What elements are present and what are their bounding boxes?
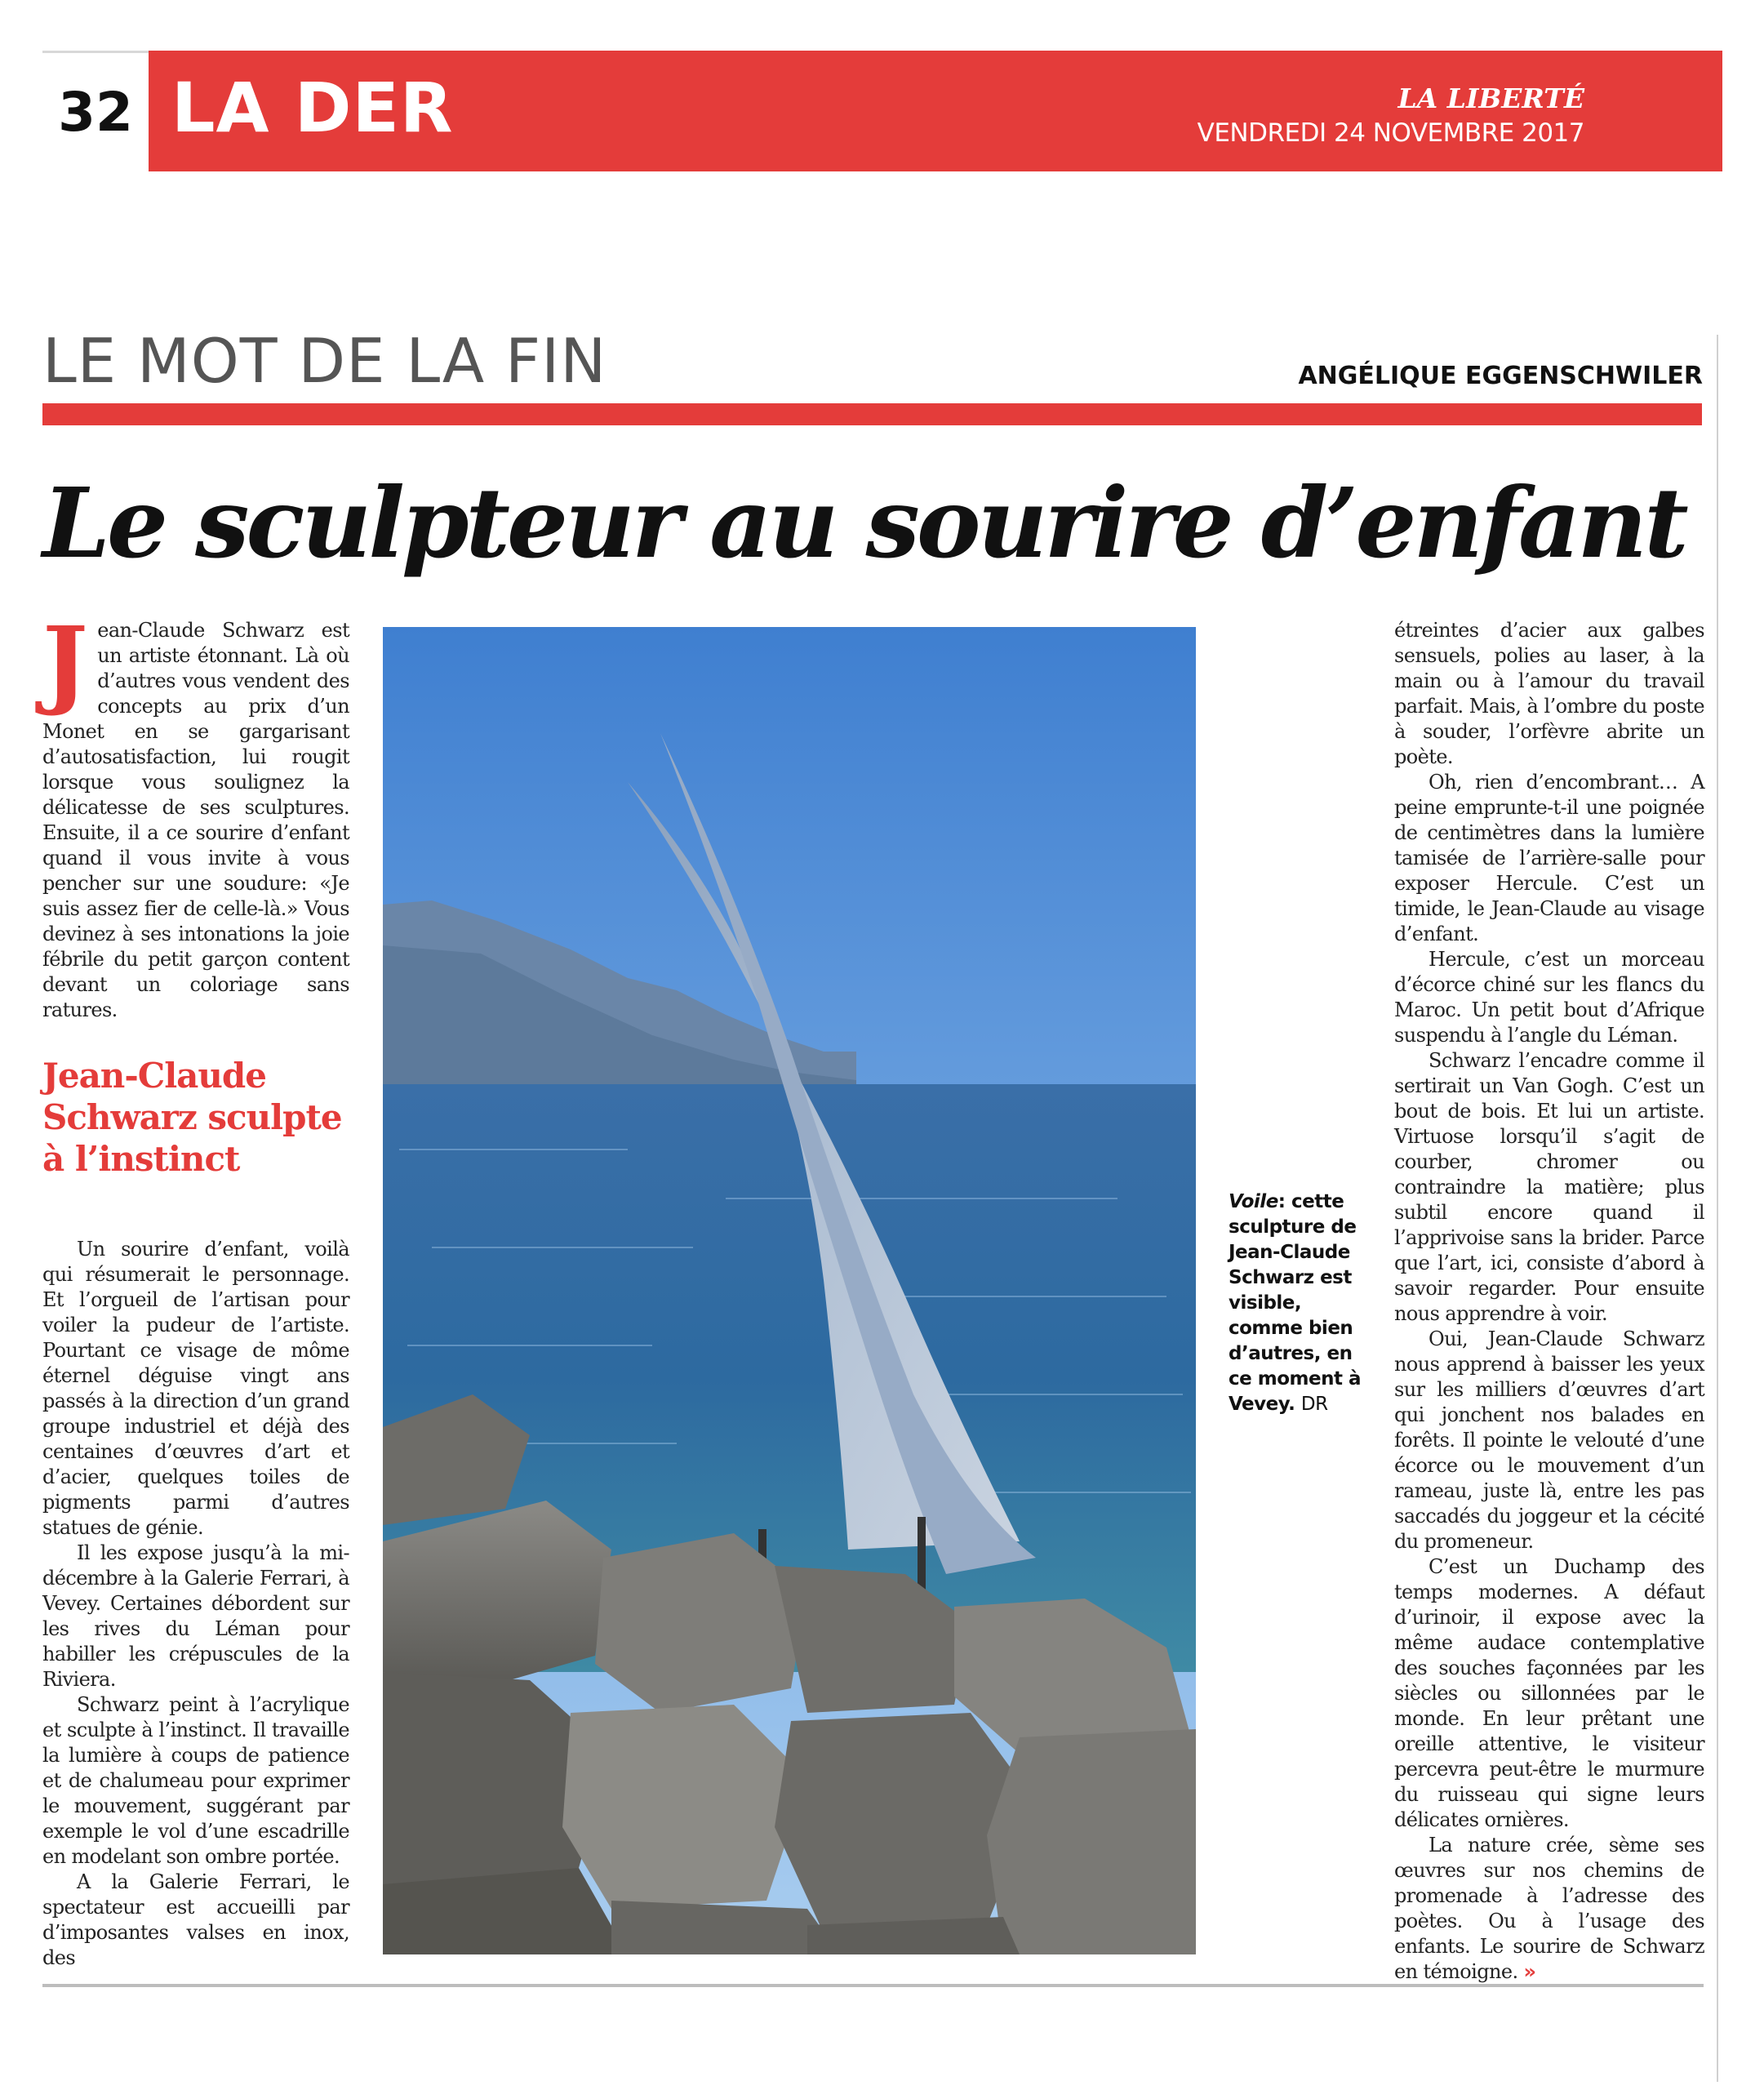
section-title: LA DER [171,68,454,148]
body-paragraph: Schwarz peint à l’acrylique et sculpte à l’instinct. Il travaille la lumière à coups de patience et de chalumeau pour exprimer le mouvement, suggérant par exemple le vol d’une escadrille en modelant son ombre portée. [42,1693,349,1868]
issue-date: VENDREDI 24 NOVEMBRE 2017 [1197,118,1584,148]
body-paragraph: Oui, Jean-Claude Schwarz nous apprend à baisser les yeux sur les milliers d’œuvres d’art qui jonchent nos balades en forêts. Il pointe le velouté d’une écorce ou le mouvement d’un rameau, juste là, entre les pas saccadés du joggeur et la cécité du promeneur. [1394,1327,1704,1553]
end-of-article-mark: » [1523,1960,1536,1983]
sculpture-photo-illustration [383,627,1196,1954]
left-column-body [42,1237,349,1971]
caption-text: : cette sculpture de Jean-Claude Schwarz est visible, comme bien d’autres, en ce moment à Vevey. [1229,1191,1361,1415]
intro-text: ean-Claude Schwarz est un artiste étonnant. Là où d’autres vous vendent des concepts au prix d’un Monet en se gargarisant d’autosatisfaction, lui rougit lorsque vous soulignez la délicatesse de ses sculptures. Ensuite, il a ce sourire d’enfant quand il vous invite à vous pencher sur une soudure: «Je suis assez fier de celle-là.» Vous devinez à ses intonations la joie fébrile du petit garçon content devant un coloriage sans ratures. [42,619,349,1021]
body-paragraph: Hercule, c’est un morceau d’écorce chiné sur les flancs du Maroc. Un petit bout d’Afrique suspendu à l’angle du Léman. [1394,948,1704,1047]
intro-paragraph [42,605,349,1023]
caption-lead: Voile [1229,1191,1278,1212]
body-paragraph: étreintes d’acier aux galbes sensuels, polies au laser, à la main ou à l’amour du travail parfait. Mais, à l’ombre du poste à souder, l’orfèvre abrite un poète. [1394,619,1704,768]
photo-caption [1229,1190,1375,1417]
final-paragraph-text: La nature crée, sème ses œuvres sur nos chemins de promenade à l’adresse des poètes. Ou à l’usage des enfants. Le sourire de Schwarz en témoigne. [1394,1834,1704,1983]
photo-credit: DR [1300,1394,1328,1415]
intro-column [42,605,349,1023]
article-subhead: Jean-Claude Schwarz sculpte à l’instinct [42,1056,342,1179]
body-paragraph: Un sourire d’enfant, voilà qui résumerait le personnage. Et l’orgueil de l’artisan pour voiler la pudeur de l’artiste. Pourtant ce visage de môme éternel déguise vingt ans passés à la direction d’un grand groupe industriel et déjà des centaines d’œuvres d’art et d’acier, quelques toiles de pigments parmi d’autres statues de génie. [42,1238,349,1539]
body-paragraph: A la Galerie Ferrari, le spectateur est accueilli par d’imposantes valses en inox, des [42,1870,349,1969]
rubric-red-rule [42,403,1702,425]
article-headline: Le sculpteur au sourire d’enfant [42,466,1686,580]
sculpture-photo [383,627,1196,1954]
body-paragraph: Schwarz l’encadre comme il sertirait un Van Gogh. C’est un bout de bois. Et lui un artiste. Virtuose lorsqu’il s’agit de courber, chromer ou contraindre la matière; plus subtil encore quand il l’apprivoise sans la brider. Parce que l’art, ici, consiste d’abord à savoir regarder. Pour ensuite nous apprendre à voir. [1394,1049,1704,1325]
right-column-body [1394,618,1704,1985]
drop-cap: J [42,605,88,718]
body-paragraph [1394,1833,1704,1985]
body-paragraph: Il les expose jusqu’à la mi-décembre à la Galerie Ferrari, à Vevey. Certaines débordent sur les rives du Léman pour habiller les crépuscules de la Riviera. [42,1541,349,1691]
author-byline: ANGÉLIQUE EGGENSCHWILER [1298,362,1703,390]
body-paragraph: Oh, rien d’encombrant… A peine emprunte-t-il une poignée de centimètres dans la lumière tamisée de l’arrière-salle pour exposer Hercule. C’est un timide, le Jean-Claude au visage d’enfant. [1394,771,1704,945]
column-divider [1717,335,1718,2082]
page-number: 32 [58,80,133,144]
rubric-title: LE MOT DE LA FIN [42,325,607,397]
body-paragraph: C’est un Duchamp des temps modernes. A défaut d’urinoir, il expose avec la même audace contemplative des souches façonnées par les siècles ou sillonnées par le monde. En leur prêtant une oreille attentive, le visiteur percevra peut-être le murmure du ruisseau qui signe leurs délicates ornières. [1394,1555,1704,1831]
newspaper-name: LA LIBERTÉ [1397,82,1584,114]
bottom-rule [42,1984,1704,1987]
